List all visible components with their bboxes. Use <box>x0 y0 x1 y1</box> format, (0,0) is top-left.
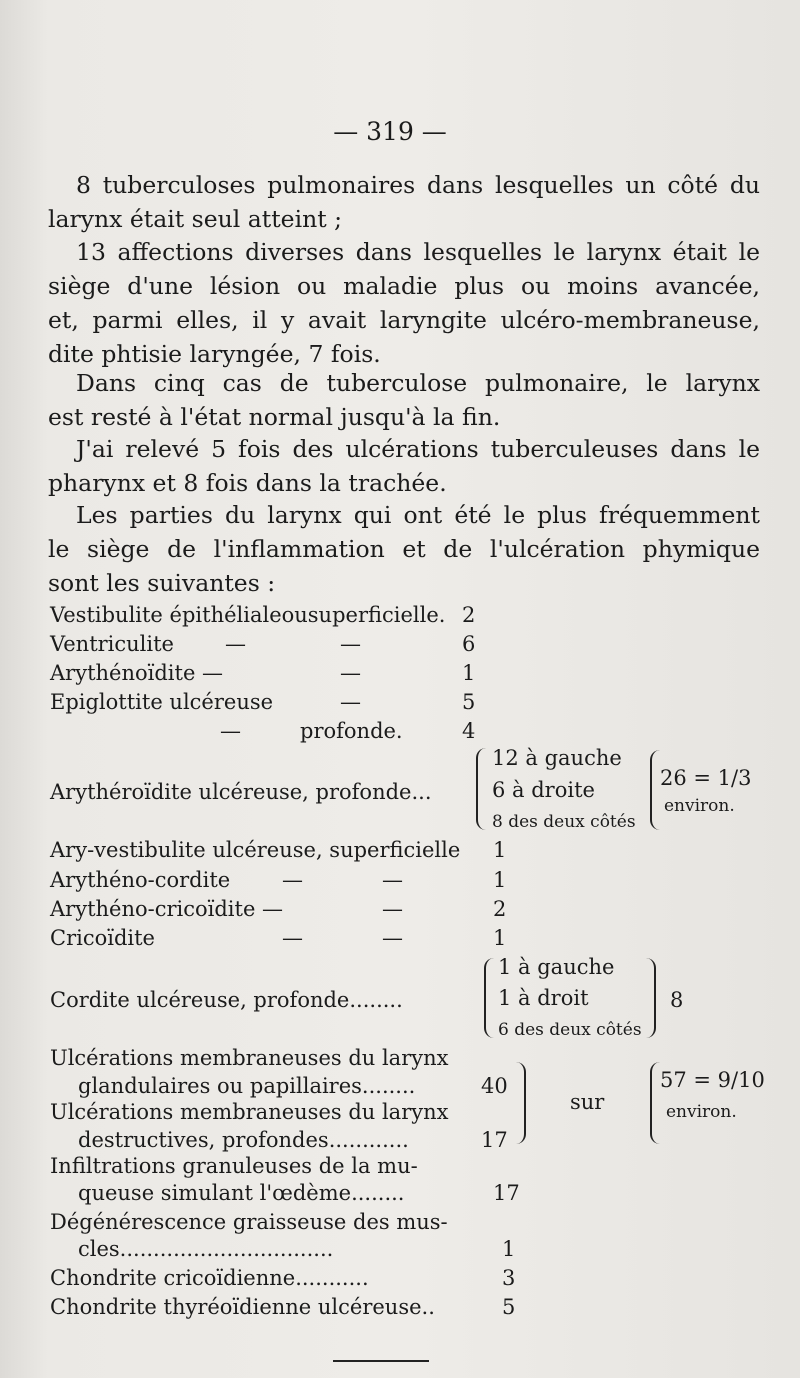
page-number: — 319 — <box>333 117 447 146</box>
table-row-value: 17 <box>493 1181 520 1205</box>
total-note: environ. <box>666 1102 737 1122</box>
table-row-value: 40 <box>481 1074 508 1098</box>
table-row-value: 2 <box>493 897 507 921</box>
left-brace <box>484 958 496 1038</box>
total-fraction: 57 = 9/10 <box>660 1068 765 1092</box>
total-note: environ. <box>664 796 735 816</box>
table-row-label: profonde. <box>300 719 403 743</box>
sur-word: sur <box>570 1090 605 1114</box>
left-brace <box>650 750 660 830</box>
table-row-label: queuse simulant l'œdème........ <box>78 1181 405 1205</box>
table-row-label: Ventriculite <box>50 632 174 656</box>
table-row-value: 1 <box>462 661 476 685</box>
table-row-value: 2 <box>462 603 476 627</box>
closing-rule <box>333 1360 429 1362</box>
ditto-mark: — <box>382 926 403 950</box>
text-line: siège d'une lésion ou maladie plus ou moins avancée, <box>48 272 760 300</box>
table-row-label: destructives, profondes............ <box>78 1128 409 1152</box>
table-row-value: 3 <box>502 1266 516 1290</box>
paragraph-4 <box>48 432 760 500</box>
table-row-label: Ulcérations membraneuses du larynx <box>50 1100 449 1124</box>
text-line: le siège de l'inflammation et de l'ulcération phymique <box>48 535 760 563</box>
table-row-value: 6 <box>462 632 476 656</box>
table-row-label: Ulcérations membraneuses du larynx <box>50 1046 449 1070</box>
table-row-label: Arythéno-cricoïdite — <box>50 897 284 921</box>
ditto-mark: — <box>340 690 361 714</box>
table-row-label: Dégénérescence graisseuse des mus- <box>50 1210 448 1234</box>
paragraph-3 <box>48 366 760 434</box>
ditto-mark: — <box>382 868 403 892</box>
table-row-label: Ary-vestibulite ulcéreuse, superficielle <box>50 838 461 862</box>
text-line: sont les suivantes : <box>48 569 276 597</box>
right-brace <box>514 1062 526 1144</box>
text-line: Dans cinq cas de tuberculose pulmonaire, le larynx <box>76 369 760 397</box>
ditto-mark: — <box>340 632 361 656</box>
table-row-value: 4 <box>462 719 476 743</box>
sub-count: 6 des deux côtés <box>498 1020 642 1040</box>
sub-count: 1 à droit <box>498 986 589 1010</box>
table-row-label: cles................................ <box>78 1237 334 1261</box>
paragraph-2 <box>48 235 760 371</box>
table-row-label: Chondrite cricoïdienne........... <box>50 1266 369 1290</box>
ditto-mark: — <box>282 926 303 950</box>
text-line: Les parties du larynx qui ont été le plus fréquemment <box>76 501 760 529</box>
table-row-value: 1 <box>493 838 507 862</box>
right-brace <box>644 958 656 1038</box>
ditto-mark: — <box>220 719 241 743</box>
table-row-label: Vestibulite épithélialeousuperficielle. <box>50 603 446 627</box>
sub-count: 1 à gauche <box>498 955 615 979</box>
text-line: et, parmi elles, il y avait laryngite ulcéro-membraneuse, <box>48 306 760 334</box>
paragraph-1 <box>48 168 760 236</box>
table-row-label: Arythénoïdite — <box>50 661 224 685</box>
ditto-mark: — <box>282 868 303 892</box>
table-row-label: Arythéroïdite ulcéreuse, profonde... <box>50 780 432 804</box>
left-brace <box>476 748 488 830</box>
table-row-label: Cricoïdite <box>50 926 155 950</box>
table-row-label: Infiltrations granuleuses de la mu- <box>50 1154 418 1178</box>
total-value: 8 <box>670 988 684 1012</box>
sub-count: 8 des deux côtés <box>492 812 636 832</box>
ditto-mark: — <box>340 661 361 685</box>
table-row-value: 1 <box>493 868 507 892</box>
table-row-label: Chondrite thyréoïdienne ulcéreuse.. <box>50 1295 435 1319</box>
total-fraction: 26 = 1/3 <box>660 766 752 790</box>
text-line: 13 affections diverses dans lesquelles le larynx était le <box>76 238 760 266</box>
text-line: 8 tuberculoses pulmonaires dans lesquelles un côté du <box>76 171 760 199</box>
sub-count: 6 à droite <box>492 778 595 802</box>
text-line: J'ai relevé 5 fois des ulcérations tuberculeuses dans le <box>76 435 760 463</box>
ditto-mark: — <box>382 897 403 921</box>
table-row-value: 5 <box>462 690 476 714</box>
text-line: larynx était seul atteint ; <box>48 205 343 233</box>
ditto-mark: — <box>225 632 246 656</box>
table-row-value: 5 <box>502 1295 516 1319</box>
paragraph-5 <box>48 498 760 600</box>
table-row-label: Arythéno-cordite <box>50 868 231 892</box>
table-row-label: Epiglottite ulcéreuse <box>50 690 274 714</box>
text-line: est resté à l'état normal jusqu'à la fin. <box>48 403 501 431</box>
table-row-value: 1 <box>493 926 507 950</box>
table-row-label: glandulaires ou papillaires........ <box>78 1074 416 1098</box>
table-row-label: Cordite ulcéreuse, profonde........ <box>50 988 403 1012</box>
text-line: pharynx et 8 fois dans la trachée. <box>48 469 447 497</box>
table-row-value: 17 <box>481 1128 508 1152</box>
sub-count: 12 à gauche <box>492 746 622 770</box>
table-row-value: 1 <box>502 1237 516 1261</box>
text-line: dite phtisie laryngée, 7 fois. <box>48 340 381 368</box>
